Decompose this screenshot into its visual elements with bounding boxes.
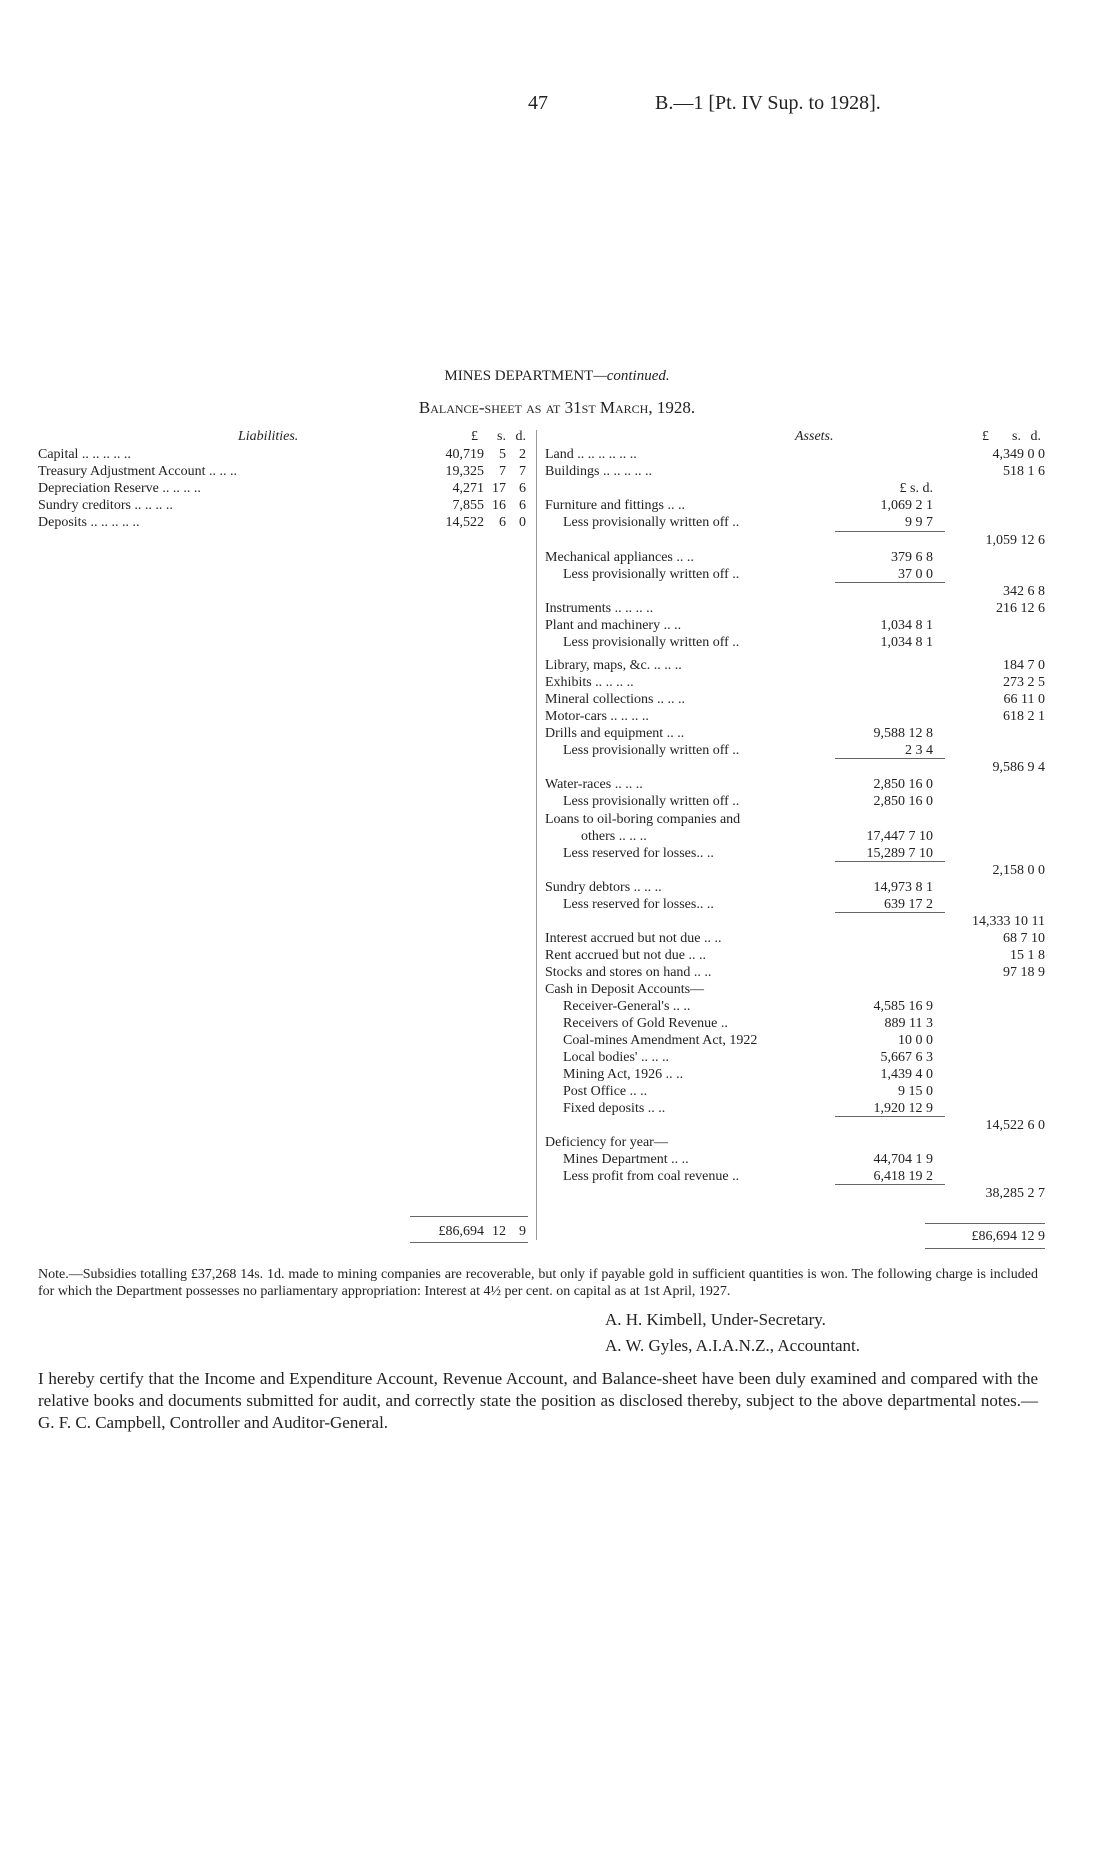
asset-subtotal: 14,973 8 1 xyxy=(873,880,933,895)
asset-label: Mines Department .. .. xyxy=(563,1152,689,1167)
signature-accountant: A. W. Gyles, A.I.A.N.Z., Accountant. xyxy=(605,1336,860,1355)
asset-row xyxy=(545,1049,1045,1066)
asset-label: Motor-cars .. .. .. .. xyxy=(545,709,649,724)
subtotal-rule xyxy=(835,1116,945,1117)
asset-label: Less provisionally written off .. xyxy=(563,743,740,758)
asset-subtotal: 37 0 0 xyxy=(898,567,933,582)
assets-total-rule xyxy=(925,1223,1045,1224)
note-text: Note.—Subsidies totalling £37,268 14s. 1d. made to mining companies are recoverable, but only if payable gold in sufficient quantities is won. The following charge is included for which the Department possesses no parliamentary appropriation: Interest at 4½ per cent. on capital as at 1st April, 1927. xyxy=(38,1267,1038,1299)
col-header-shillings: s. xyxy=(497,429,506,444)
asset-subtotal: 17,447 7 10 xyxy=(866,829,933,844)
asset-value: 97 18 9 xyxy=(1003,965,1045,980)
liability-label: Treasury Adjustment Account .. .. .. xyxy=(38,464,237,479)
asset-row xyxy=(545,776,1045,793)
asset-row xyxy=(545,463,1045,480)
asset-subtotal: 44,704 1 9 xyxy=(873,1152,933,1167)
asset-row xyxy=(545,981,1045,998)
asset-label: Coal-mines Amendment Act, 1922 xyxy=(563,1033,758,1048)
asset-subtotal: 2,850 16 0 xyxy=(873,794,933,809)
asset-label: Less provisionally written off .. xyxy=(563,635,740,650)
subtotal-rule xyxy=(835,912,945,913)
asset-subtotal: 1,034 8 1 xyxy=(880,635,933,650)
assets-section xyxy=(545,428,1045,1248)
asset-row xyxy=(545,674,1045,691)
liability-pounds: 40,719 xyxy=(445,447,484,462)
liability-label: Sundry creditors .. .. .. .. xyxy=(38,498,173,513)
asset-label: Exhibits .. .. .. .. xyxy=(545,675,634,690)
asset-row xyxy=(545,879,1045,896)
asset-row xyxy=(545,947,1045,964)
document-reference: B.—1 [Pt. IV Sup. to 1928]. xyxy=(655,92,881,114)
asset-label: Water-races .. .. .. xyxy=(545,777,643,792)
asset-label: Buildings .. .. .. .. .. xyxy=(545,464,652,479)
subtotal-rule xyxy=(835,531,945,532)
column-divider xyxy=(536,430,537,1240)
asset-subtotal: 2,850 16 0 xyxy=(873,777,933,792)
asset-value: 2,158 0 0 xyxy=(992,863,1045,878)
asset-label: Cash in Deposit Accounts— xyxy=(545,982,705,997)
asset-row xyxy=(545,549,1045,566)
assets-col-header-shillings: s. xyxy=(1012,429,1021,444)
asset-label: Sundry debtors .. .. .. xyxy=(545,880,662,895)
asset-subtotal: 5,667 6 3 xyxy=(880,1050,933,1065)
asset-label: Less provisionally written off .. xyxy=(563,567,740,582)
liability-row xyxy=(38,480,528,497)
total-pence: 9 xyxy=(519,1224,526,1239)
asset-subtotal: 639 17 2 xyxy=(884,897,933,912)
asset-row xyxy=(545,532,1045,549)
asset-label: Plant and machinery .. .. xyxy=(545,618,682,633)
asset-label: Library, maps, &c. .. .. .. xyxy=(545,658,682,673)
asset-row xyxy=(545,759,1045,776)
asset-value: 14,333 10 11 xyxy=(972,914,1045,929)
asset-subtotal: 1,439 4 0 xyxy=(880,1067,933,1082)
subtotal-rule xyxy=(835,582,945,583)
liability-row xyxy=(38,497,528,514)
asset-row xyxy=(545,1168,1045,1185)
liabilities-heading: Liabilities. xyxy=(238,429,299,444)
total-pounds: £86,694 xyxy=(438,1224,484,1239)
department-name: MINES DEPARTMENT xyxy=(444,368,594,384)
asset-label: Less provisionally written off .. xyxy=(563,515,740,530)
asset-row xyxy=(545,617,1045,634)
asset-label: others .. .. .. xyxy=(581,829,647,844)
asset-row xyxy=(545,964,1045,981)
asset-subtotal: 10 0 0 xyxy=(898,1033,933,1048)
asset-label: Post Office .. .. xyxy=(563,1084,648,1099)
liabilities-total xyxy=(38,1223,528,1240)
asset-row xyxy=(545,1134,1045,1151)
liability-label: Deposits .. .. .. .. .. xyxy=(38,515,140,530)
asset-row xyxy=(545,742,1045,759)
asset-row xyxy=(545,725,1045,742)
liability-shillings: 16 xyxy=(492,498,506,513)
asset-label: Less profit from coal revenue .. xyxy=(563,1169,740,1184)
asset-label: Receiver-General's .. .. xyxy=(563,999,691,1014)
asset-subtotal: 1,920 12 9 xyxy=(873,1101,933,1116)
liability-pounds: 4,271 xyxy=(452,481,484,496)
subtotal-rule xyxy=(835,758,945,759)
asset-label: Local bodies' .. .. .. xyxy=(563,1050,669,1065)
asset-value: 66 11 0 xyxy=(1003,692,1045,707)
asset-label: Stocks and stores on hand .. .. xyxy=(545,965,712,980)
assets-total-value: £86,694 12 9 xyxy=(971,1229,1045,1244)
asset-value: 273 2 5 xyxy=(1003,675,1045,690)
asset-row xyxy=(545,998,1045,1015)
asset-label: Fixed deposits .. .. xyxy=(563,1101,666,1116)
asset-value: 618 2 1 xyxy=(1003,709,1045,724)
liability-pence: 0 xyxy=(519,515,526,530)
asset-label: Less provisionally written off .. xyxy=(563,794,740,809)
asset-label: Mineral collections .. .. .. xyxy=(545,692,685,707)
assets-col-header-pounds: £ xyxy=(982,429,989,444)
asset-row xyxy=(545,811,1045,828)
asset-row xyxy=(545,930,1045,947)
liabilities-section xyxy=(38,428,528,1248)
asset-subtotal: 9 15 0 xyxy=(898,1084,933,1099)
liability-shillings: 5 xyxy=(499,447,506,462)
asset-subtotal: 2 3 4 xyxy=(905,743,933,758)
assets-heading: Assets. xyxy=(795,429,834,444)
liability-pence: 6 xyxy=(519,481,526,496)
liability-label: Capital .. .. .. .. .. xyxy=(38,447,131,462)
asset-row xyxy=(545,446,1045,463)
asset-row xyxy=(545,1117,1045,1134)
asset-row xyxy=(545,497,1045,514)
asset-subtotal: 4,585 16 9 xyxy=(873,999,933,1014)
continued-label: —continued. xyxy=(593,368,670,384)
asset-row xyxy=(545,793,1045,810)
liability-row xyxy=(38,463,528,480)
subtotal-rule xyxy=(835,1184,945,1185)
asset-value: 4,349 0 0 xyxy=(992,447,1045,462)
col-header-pounds: £ xyxy=(471,429,478,444)
signature-under-secretary: A. H. Kimbell, Under-Secretary. xyxy=(605,1310,826,1329)
asset-row xyxy=(545,566,1045,583)
asset-row xyxy=(545,913,1045,930)
asset-value: 68 7 10 xyxy=(1003,931,1045,946)
asset-row xyxy=(545,1151,1045,1168)
page-number: 47 xyxy=(528,92,548,114)
liability-pounds: 14,522 xyxy=(445,515,484,530)
audit-certificate: I hereby certify that the Income and Expenditure Account, Revenue Account, and Balance-sheet have been duly examined and compared with the relative books and documents submitted for audit, and correctly state the position as disclosed thereby, subject to the above departmental notes.—G. F. C. Campbell, Controller and Auditor-General. xyxy=(38,1369,1038,1432)
asset-row xyxy=(545,828,1045,845)
asset-row xyxy=(545,1083,1045,1100)
asset-row xyxy=(545,583,1045,600)
asset-value: 518 1 6 xyxy=(1003,464,1045,479)
asset-row xyxy=(545,514,1045,531)
balance-sheet-subtitle: Balance-sheet as at 31st March, 1928. xyxy=(418,398,696,417)
asset-label: Land .. .. .. .. .. .. xyxy=(545,447,637,462)
asset-row xyxy=(545,1100,1045,1117)
asset-row xyxy=(545,1066,1045,1083)
asset-row xyxy=(545,480,1045,497)
asset-subtotal: 15,289 7 10 xyxy=(866,846,933,861)
asset-row xyxy=(545,634,1045,651)
asset-row xyxy=(545,1015,1045,1032)
liability-pounds: 19,325 xyxy=(445,464,484,479)
asset-row xyxy=(545,600,1045,617)
asset-row xyxy=(545,862,1045,879)
asset-label: Loans to oil-boring companies and xyxy=(545,812,741,827)
asset-row xyxy=(545,896,1045,913)
asset-row xyxy=(545,845,1045,862)
liabilities-total-rule xyxy=(410,1216,528,1217)
asset-subtotal: 1,034 8 1 xyxy=(880,618,933,633)
liability-shillings: 17 xyxy=(492,481,506,496)
asset-label: Rent accrued but not due .. .. xyxy=(545,948,706,963)
asset-value: 38,285 2 7 xyxy=(985,1186,1045,1201)
asset-subtotal: 379 6 8 xyxy=(891,550,933,565)
liabilities-double-rule xyxy=(410,1242,528,1243)
asset-subtotal: 9 9 7 xyxy=(905,515,933,530)
asset-value: 184 7 0 xyxy=(1003,658,1045,673)
liability-pence: 7 xyxy=(519,464,526,479)
asset-value: 1,059 12 6 xyxy=(985,533,1045,548)
asset-subtotal: 889 11 3 xyxy=(884,1016,933,1031)
asset-label: Mechanical appliances .. .. xyxy=(545,550,694,565)
col-header-pence: d. xyxy=(515,429,526,444)
asset-value: 14,522 6 0 xyxy=(985,1118,1045,1133)
asset-subtotal: 6,418 19 2 xyxy=(873,1169,933,1184)
asset-label: Less reserved for losses.. .. xyxy=(563,846,714,861)
liability-row xyxy=(38,446,528,463)
asset-row xyxy=(545,691,1045,708)
asset-subtotal: £ s. d. xyxy=(899,481,933,496)
asset-row xyxy=(545,1032,1045,1049)
liability-shillings: 7 xyxy=(499,464,506,479)
asset-row xyxy=(545,1185,1045,1202)
asset-label: Less reserved for losses.. .. xyxy=(563,897,714,912)
liability-row xyxy=(38,514,528,531)
asset-label: Instruments .. .. .. .. xyxy=(545,601,654,616)
asset-subtotal: 1,069 2 1 xyxy=(880,498,933,513)
asset-label: Mining Act, 1926 .. .. xyxy=(563,1067,684,1082)
asset-row xyxy=(545,708,1045,725)
assets-col-headers xyxy=(545,428,1045,445)
asset-row xyxy=(545,657,1045,674)
assets-double-rule xyxy=(925,1248,1045,1249)
liability-label: Depreciation Reserve .. .. .. .. xyxy=(38,481,201,496)
asset-label: Receivers of Gold Revenue .. xyxy=(563,1016,728,1031)
liability-shillings: 6 xyxy=(499,515,506,530)
assets-total xyxy=(545,1228,1045,1245)
section-title xyxy=(0,368,1114,385)
asset-label: Interest accrued but not due .. .. xyxy=(545,931,722,946)
asset-label: Deficiency for year— xyxy=(545,1135,668,1150)
asset-label: Furniture and fittings .. .. xyxy=(545,498,685,513)
asset-value: 216 12 6 xyxy=(996,601,1045,616)
subtotal-rule xyxy=(835,861,945,862)
asset-value: 15 1 8 xyxy=(1010,948,1045,963)
asset-value: 9,586 9 4 xyxy=(992,760,1045,775)
liabilities-col-headers xyxy=(38,428,528,445)
asset-label: Drills and equipment .. .. xyxy=(545,726,685,741)
total-shillings: 12 xyxy=(492,1224,506,1239)
assets-col-header-pence: d. xyxy=(1030,429,1041,444)
liability-pence: 2 xyxy=(519,447,526,462)
liability-pence: 6 xyxy=(519,498,526,513)
asset-subtotal: 9,588 12 8 xyxy=(873,726,933,741)
asset-value: 342 6 8 xyxy=(1003,584,1045,599)
liability-pounds: 7,855 xyxy=(452,498,484,513)
